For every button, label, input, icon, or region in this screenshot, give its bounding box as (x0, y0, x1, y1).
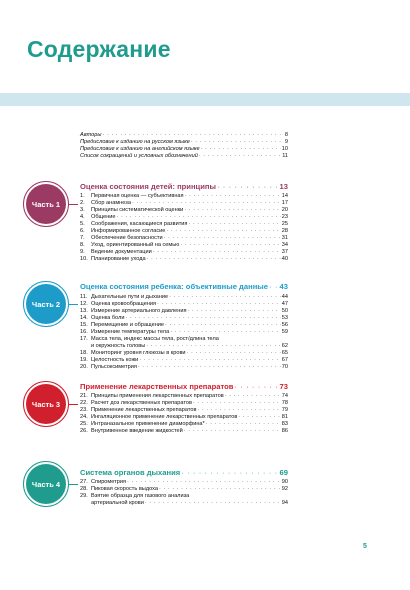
chapter-item[interactable] (80, 249, 288, 256)
chapter-label (80, 500, 144, 507)
dot-leader (147, 256, 281, 263)
chapter-number: 21. (80, 393, 88, 399)
chapter-title: Ингаляционное применение лекарственных препаратов (91, 414, 238, 420)
chapter-list (80, 193, 288, 263)
chapter-title: Целостность кожи (91, 357, 139, 363)
chapter-list (80, 393, 288, 435)
chapter-number: 29. (80, 493, 88, 499)
part-heading[interactable] (80, 182, 288, 191)
chapter-title: Применение лекарственных препаратов (91, 407, 197, 413)
chapter-label (80, 479, 126, 486)
chapter-label (80, 228, 165, 235)
chapter-title: Измерение артериального давления (91, 308, 187, 314)
dot-leader (180, 242, 280, 249)
chapter-label (80, 193, 184, 200)
chapter-item[interactable] (80, 400, 288, 407)
part-title: Применение лекарственных препаратов (80, 382, 234, 391)
chapter-item[interactable] (80, 393, 288, 400)
chapter-page: 37 (281, 249, 288, 255)
chapter-number: 13. (80, 308, 88, 314)
chapter-title: Первичная оценка — субъективная (91, 193, 184, 199)
front-matter-item[interactable] (80, 153, 288, 160)
chapter-page: 67 (281, 357, 288, 363)
chapter-page: 23 (281, 214, 288, 220)
chapter-label (80, 256, 146, 263)
chapter-label (80, 421, 205, 428)
chapter-number: 12. (80, 301, 88, 307)
part-connector-line (69, 484, 78, 485)
chapter-title: Перемещение и обращение (91, 322, 165, 328)
chapter-item[interactable] (80, 414, 288, 421)
part-title: Система органов дыхания (80, 468, 181, 477)
front-matter-label: Авторы (80, 132, 102, 138)
chapter-label (80, 357, 138, 364)
chapter-page: 50 (281, 308, 288, 314)
chapter-label (80, 350, 186, 357)
chapter-title: Масса тела, индекс массы тела, рост/длина тела (91, 336, 219, 342)
chapter-item[interactable] (80, 193, 288, 200)
dot-leader (181, 468, 278, 477)
dot-leader (184, 207, 280, 214)
chapter-item[interactable] (80, 336, 288, 343)
chapter-item[interactable] (80, 214, 288, 221)
part-badge: Часть 4 (26, 464, 66, 504)
chapter-item[interactable] (80, 322, 288, 329)
chapter-item[interactable] (80, 343, 288, 350)
chapter-title: Пульсоксиметрия (91, 364, 137, 370)
chapter-item[interactable] (80, 421, 288, 428)
dot-leader (145, 500, 281, 507)
chapter-title: Взятие образца для газового анализа (91, 493, 190, 499)
page-number: 5 (363, 543, 367, 550)
chapter-label (80, 308, 187, 315)
part-badge: Часть 3 (26, 384, 66, 424)
chapter-page: 74 (281, 393, 288, 399)
part-connector-line (69, 304, 78, 305)
front-matter-item[interactable] (80, 139, 288, 146)
page-title: Содержание (27, 36, 171, 62)
front-matter-label: Предисловие к изданию на английском языке (80, 146, 200, 152)
chapter-title: Обеспечение безопасности (91, 235, 163, 241)
dot-leader (159, 486, 281, 493)
dot-leader (187, 350, 281, 357)
chapter-title: Ведение документации (91, 249, 152, 255)
chapter-number: 3. (80, 207, 85, 213)
chapter-number: 23. (80, 407, 88, 413)
chapter-label (80, 200, 131, 207)
chapter-item[interactable] (80, 221, 288, 228)
dot-leader (153, 249, 281, 256)
part-heading[interactable] (80, 382, 288, 391)
dot-leader (157, 301, 281, 308)
chapter-page: 83 (281, 421, 288, 427)
chapter-number: 25. (80, 421, 88, 427)
front-matter-page: 10 (281, 146, 288, 152)
chapter-page: 94 (281, 500, 288, 506)
part-page: 13 (279, 182, 288, 191)
chapter-number: 14. (80, 315, 88, 321)
chapter-label (80, 294, 168, 301)
dot-leader (201, 146, 281, 153)
chapter-page: 44 (281, 294, 288, 300)
chapter-page: 40 (281, 256, 288, 262)
chapter-page: 20 (281, 207, 288, 213)
chapter-title: Пиковая скорость выдоха (91, 486, 158, 492)
dot-leader (193, 400, 281, 407)
chapter-label (80, 428, 183, 435)
front-matter-item[interactable] (80, 132, 288, 139)
chapter-number: 4. (80, 214, 85, 220)
chapter-list (80, 294, 288, 371)
chapter-number: 20. (80, 364, 88, 370)
dot-leader (185, 193, 281, 200)
chapter-number: 11. (80, 294, 88, 300)
chapter-title: Внутривенное введение жидкостей (91, 428, 183, 434)
chapter-title: Спирометрия (91, 479, 127, 485)
part-connector-line (69, 404, 78, 405)
dot-leader (127, 479, 281, 486)
chapter-item[interactable] (80, 235, 288, 242)
chapter-item[interactable] (80, 479, 288, 486)
chapter-label (80, 364, 137, 371)
chapter-item[interactable] (80, 350, 288, 357)
front-matter-label: Список сокращений и условных обозначений (80, 153, 198, 159)
dot-leader (269, 282, 279, 291)
chapter-item[interactable] (80, 242, 288, 249)
chapter-label (80, 329, 169, 336)
chapter-label (80, 414, 237, 421)
chapter-title: Интраназальное применение диаморфина* (91, 421, 205, 427)
dot-leader (238, 414, 280, 421)
chapter-page: 17 (281, 200, 288, 206)
chapter-label (80, 486, 158, 493)
chapter-title: Соображения, касающиеся развития (91, 221, 188, 227)
dot-leader (225, 393, 281, 400)
chapter-title: Сбор анамнеза (91, 200, 131, 206)
dot-leader (165, 322, 281, 329)
front-matter-page: 9 (284, 139, 288, 145)
dot-leader (164, 235, 281, 242)
dot-leader (139, 357, 280, 364)
chapter-item[interactable] (80, 256, 288, 263)
front-matter-page: 11 (282, 153, 288, 159)
chapter-title: Принципы систематической оценки (91, 207, 184, 213)
chapter-number: 5. (80, 221, 85, 227)
part-title: Оценка состояния ребенка: объективные данные (80, 282, 268, 291)
part-connector-line (69, 204, 78, 205)
chapter-title: Оценка кровообращения (91, 301, 157, 307)
chapter-number: 8. (80, 242, 85, 248)
chapter-page: 14 (281, 193, 288, 199)
chapter-label (80, 235, 163, 242)
chapter-page: 59 (281, 329, 288, 335)
chapter-page: 34 (281, 242, 288, 248)
chapter-list (80, 479, 288, 507)
chapter-label (80, 407, 196, 414)
dot-leader (126, 315, 281, 322)
dot-leader (166, 228, 280, 235)
dot-leader (191, 139, 284, 146)
chapter-page: 86 (281, 428, 288, 434)
dot-leader (146, 343, 281, 350)
dot-leader (184, 428, 281, 435)
chapter-number: 9. (80, 249, 85, 255)
chapter-number: 2. (80, 200, 85, 206)
chapter-page: 25 (281, 221, 288, 227)
chapter-label (80, 343, 145, 350)
chapter-label (80, 214, 116, 221)
chapter-title: Уход, ориентированный на семью (91, 242, 180, 248)
dot-leader (188, 308, 281, 315)
part-title: Оценка состояния детей: принципы (80, 182, 216, 191)
chapter-page: 90 (281, 479, 288, 485)
chapter-item[interactable] (80, 357, 288, 364)
chapter-page: 78 (281, 400, 288, 406)
chapter-title: Мониторинг уровня глюкозы в крови (91, 350, 186, 356)
chapter-number: 19. (80, 357, 88, 363)
chapter-number: 16. (80, 329, 88, 335)
chapter-page: 70 (281, 364, 288, 370)
chapter-label (80, 393, 224, 400)
part-heading[interactable] (80, 282, 288, 291)
chapter-page: 56 (281, 322, 288, 328)
chapter-label (80, 493, 189, 500)
front-matter-item[interactable] (80, 146, 288, 153)
chapter-number: 10. (80, 256, 88, 262)
chapter-item[interactable] (80, 428, 288, 435)
chapter-label (80, 336, 219, 343)
chapter-title: Принципы применения лекарственных препаратов (91, 393, 224, 399)
chapter-label (80, 322, 164, 329)
part-page: 73 (279, 382, 288, 391)
chapter-number: 27. (80, 479, 88, 485)
chapter-item[interactable] (80, 228, 288, 235)
chapter-title: Расчет доз лекарственных препаратов (91, 400, 192, 406)
chapter-label (80, 221, 187, 228)
part-page: 69 (279, 468, 288, 477)
front-matter-list (80, 132, 288, 160)
chapter-label (80, 301, 156, 308)
chapter-title: и окружность головы (91, 343, 146, 349)
chapter-number: 22. (80, 400, 88, 406)
dot-leader (188, 221, 280, 228)
chapter-number: 1. (80, 193, 85, 199)
chapter-label (80, 249, 152, 256)
chapter-item[interactable] (80, 500, 288, 507)
chapter-page: 53 (281, 315, 288, 321)
chapter-item[interactable] (80, 315, 288, 322)
dot-leader (138, 364, 281, 371)
chapter-number: 15. (80, 322, 88, 328)
dot-leader (169, 294, 281, 301)
part-badge: Часть 2 (26, 284, 66, 324)
part-badge: Часть 1 (26, 184, 66, 224)
chapter-page: 28 (281, 228, 288, 234)
part-page: 43 (279, 282, 288, 291)
dot-leader (132, 200, 281, 207)
chapter-title: Измерение температуры тела (91, 329, 170, 335)
chapter-number: 6. (80, 228, 85, 234)
chapter-item[interactable] (80, 486, 288, 493)
chapter-page: 65 (281, 350, 288, 356)
front-matter-label: Предисловие к изданию на русском языке (80, 139, 190, 145)
dot-leader (217, 182, 279, 191)
chapter-item[interactable] (80, 207, 288, 214)
chapter-item[interactable] (80, 364, 288, 371)
front-matter-page: 8 (284, 132, 288, 138)
dot-leader (170, 329, 281, 336)
chapter-page: 62 (281, 343, 288, 349)
chapter-number: 28. (80, 486, 88, 492)
title-band (0, 93, 410, 106)
chapter-page: 47 (281, 301, 288, 307)
chapter-title: артериальной крови (91, 500, 144, 506)
chapter-number: 7. (80, 235, 85, 241)
dot-leader (199, 153, 281, 160)
chapter-page: 92 (281, 486, 288, 492)
dot-leader (234, 382, 278, 391)
chapter-label (80, 242, 179, 249)
chapter-item[interactable] (80, 200, 288, 207)
dot-leader (103, 132, 284, 139)
chapter-number: 18. (80, 350, 88, 356)
chapter-number: 17. (80, 336, 88, 342)
chapter-number: 26. (80, 428, 88, 434)
part-heading[interactable] (80, 468, 288, 477)
chapter-page: 31 (281, 235, 288, 241)
chapter-label (80, 207, 183, 214)
chapter-item[interactable] (80, 294, 288, 301)
chapter-label (80, 400, 192, 407)
dot-leader (117, 214, 281, 221)
chapter-title: Планирование ухода (91, 256, 146, 262)
chapter-number: 24. (80, 414, 88, 420)
chapter-title: Общение (91, 214, 116, 220)
chapter-title: Оценка боли (91, 315, 125, 321)
dot-leader (197, 407, 280, 414)
chapter-item[interactable] (80, 407, 288, 414)
chapter-item[interactable] (80, 493, 288, 500)
chapter-item[interactable] (80, 301, 288, 308)
chapter-title: Дыхательные пути и дыхание (91, 294, 169, 300)
chapter-item[interactable] (80, 308, 288, 315)
chapter-title: Информированное согласие (91, 228, 166, 234)
dot-leader (206, 421, 281, 428)
chapter-page: 79 (281, 407, 288, 413)
chapter-item[interactable] (80, 329, 288, 336)
chapter-page: 81 (281, 414, 288, 420)
chapter-label (80, 315, 125, 322)
